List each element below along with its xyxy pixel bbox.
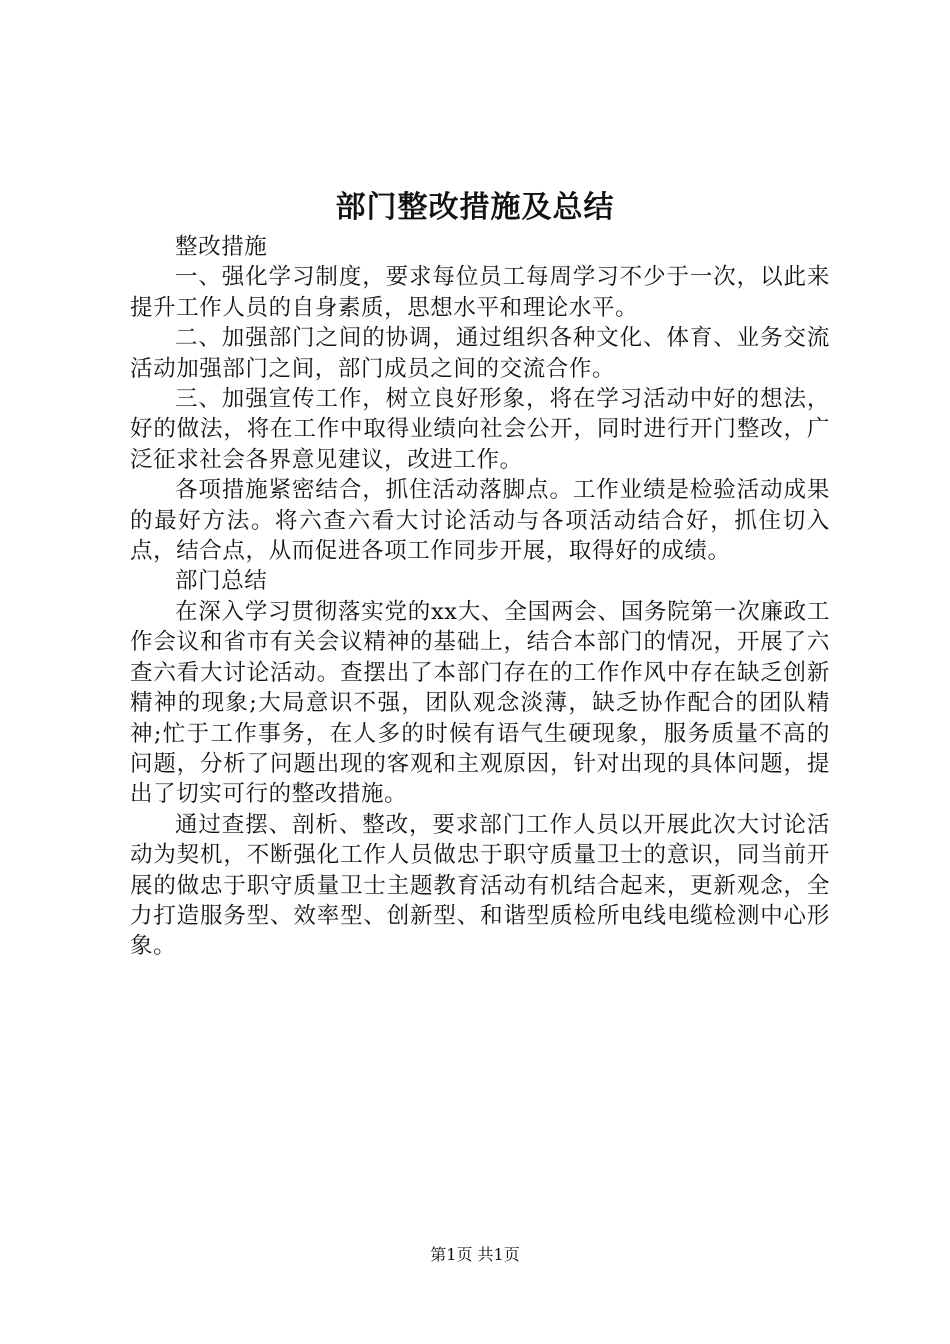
paragraph: 一、强化学习制度，要求每位员工每周学习不少于一次，以此来提升工作人员的自身素质，思想水平和理论水平。: [130, 264, 830, 321]
paragraph: 二、加强部门之间的协调，通过组织各种文化、体育、业务交流活动加强部门之间，部门成员之间的交流合作。: [130, 325, 830, 382]
document-body: [130, 232, 830, 962]
paragraph: 在深入学习贯彻落实党的xx大、全国两会、国务院第一次廉政工作会议和省市有关会议精神的基础上，结合本部门的情况，开展了六查六看大讨论活动。查摆出了本部门存在的工作作风中存在缺乏创新精神的现象;大局意识不强，团队观念淡薄，缺乏协作配合的团队精神;忙于工作事务，在人多的时候有语气生硬现象，服务质量不高的问题，分析了问题出现的客观和主观原因，针对出现的具体问题，提出了切实可行的整改措施。: [130, 598, 830, 808]
page-footer: 第1页 共1页: [430, 1245, 520, 1264]
paragraph: 通过查摆、剖析、整改，要求部门工作人员以开展此次大讨论活动为契机，不断强化工作人员做忠于职守质量卫士的意识，同当前开展的做忠于职守质量卫士主题教育活动有机结合起来，更新观念，全力打造服务型、效率型、创新型、和谐型质检所电线电缆检测中心形象。: [130, 811, 830, 960]
section-heading-summary: 部门总结: [175, 568, 268, 595]
paragraph: 各项措施紧密结合，抓住活动落脚点。工作业绩是检验活动成果的最好方法。将六查六看大讨论活动与各项活动结合好，抓住切入点，结合点，从而促进各项工作同步开展，取得好的成绩。: [130, 477, 830, 565]
paragraph: 三、加强宣传工作，树立良好形象，将在学习活动中好的想法，好的做法，将在工作中取得业绩向社会公开，同时进行开门整改，广泛征求社会各界意见建议，改进工作。: [130, 386, 830, 473]
page-title: 部门整改措施及总结: [335, 190, 615, 225]
section-heading-rectification: 整改措施: [175, 234, 268, 260]
